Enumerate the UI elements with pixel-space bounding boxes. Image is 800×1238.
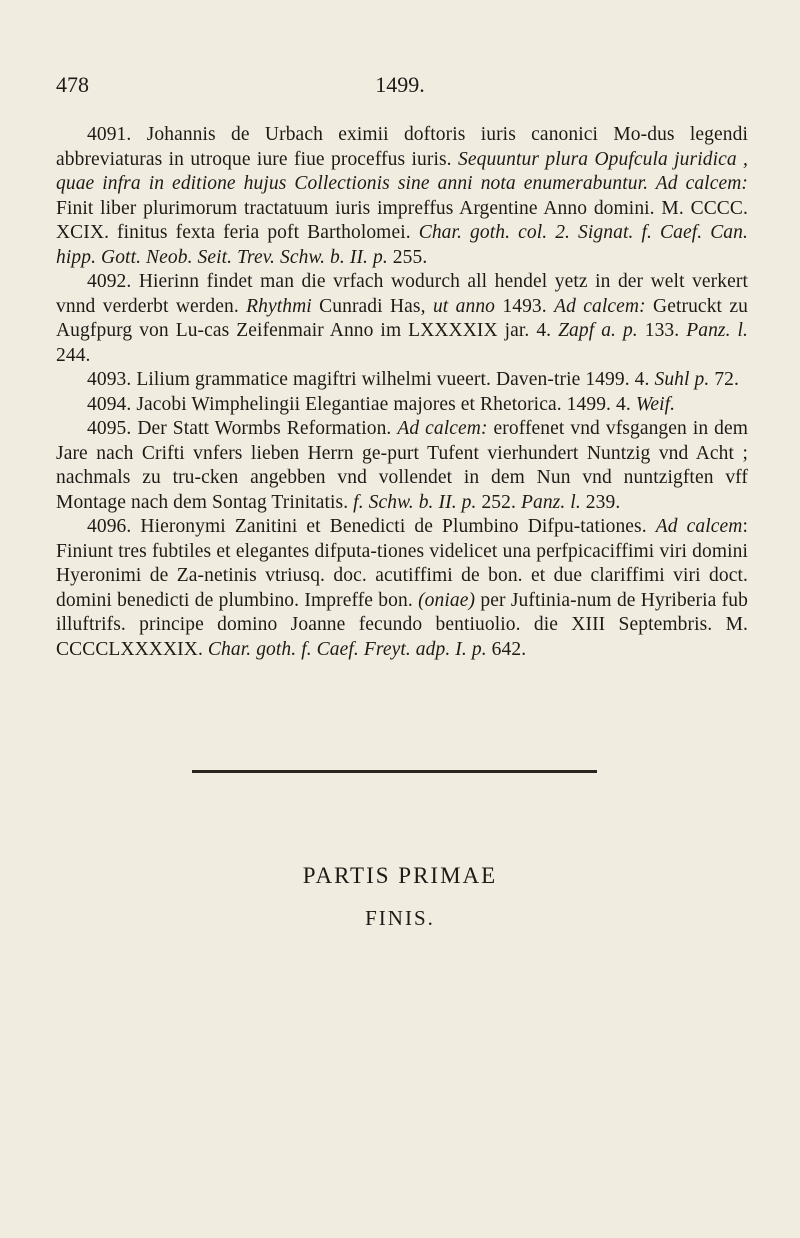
- entry-text: 4093. Lilium grammatice magiftri wilhelmi vueert. Daven-trie 1499. 4.: [87, 369, 655, 390]
- italic-text: Panz. l.: [686, 320, 749, 341]
- running-year: 1499.: [375, 72, 425, 97]
- entry-text: 255.: [387, 246, 428, 268]
- italic-text: Rhythmi: [246, 295, 312, 317]
- entry-4091: [56, 123, 748, 270]
- entry-text: 642.: [486, 638, 527, 660]
- italic-text: Char. goth. f. Caef. Freyt. adp. I. p.: [207, 638, 487, 660]
- entry-4092: [56, 270, 748, 368]
- running-header: [50, 72, 750, 102]
- page-number: 478: [56, 72, 89, 97]
- italic-text: (oniae): [418, 589, 476, 611]
- italic-text: Sequuntur plura Opufcula juridica , quae infra in editione hujus Collectionis sine anni nota enumerabuntur. Ad calcem:: [56, 148, 748, 194]
- entry-text: Cunradi Has,: [311, 295, 433, 317]
- italic-text: Zapf a. p.: [558, 320, 638, 341]
- entry-text: per Juftinia-num de Hyriberia fub illuftrifs. principe domino Joanne fecundo bentiuolio. die XIII Septembris. M. CCCCLXXXXIX.: [56, 589, 748, 660]
- entry-text: 4091. Johannis de Urbach eximii doftoris iuris canonici Mo-dus legendi abbreviaturas in utroque iure fiue proceffus iuris.: [56, 124, 748, 170]
- catalogue-entries: [56, 123, 748, 662]
- italic-text: Suhl p.: [654, 369, 710, 390]
- entry-4093: [56, 368, 748, 393]
- italic-text: Weif.: [635, 393, 676, 415]
- entry-4094: [56, 393, 748, 418]
- entry-text: eroffenet vnd vfsgangen in dem Jare nach Crifti vnfers lieben Herrn ge-purt Tufent vierhundert Nuntzig vnd Acht ; nachmals zu tru-cken angebben vnd vollendet in dem Nun vnd nuntzigften vff Montage nach dem Sontag Trinitatis.: [56, 418, 749, 513]
- entry-text: 1493.: [495, 295, 555, 317]
- italic-text: ut anno: [432, 295, 496, 317]
- entry-text: 4095. Der Statt Wormbs Reformation.: [87, 418, 398, 439]
- italic-text: Char. goth. col. 2. Signat. f. Caef. Can. hipp. Gott. Neob. Seit. Trev. Schw. b. II. p.: [56, 222, 748, 268]
- entry-4096: [56, 515, 748, 662]
- italic-text: Ad calcem:: [397, 418, 488, 439]
- entry-text: 239.: [580, 491, 621, 513]
- entry-text: Finit liber plurimorum tractatuum iuris impreffus Argentine Anno domini. M. CCCC. XCIX. finitus fexta feria poft Bartholomei.: [56, 197, 748, 243]
- entry-text: 252.: [476, 491, 521, 513]
- closing-rule: [192, 770, 597, 773]
- entry-4095: [56, 417, 748, 515]
- italic-text: Ad calcem: [655, 516, 743, 537]
- entry-text: 4094. Jacobi Wimphelingii Elegantiae majores et Rhetorica. 1499. 4.: [87, 393, 636, 415]
- entry-text: 244.: [56, 344, 91, 366]
- italic-text: Ad calcem:: [554, 295, 646, 317]
- entry-text: 72.: [709, 369, 740, 390]
- finis-heading: FINIS.: [365, 906, 435, 930]
- entry-text: 133.: [637, 320, 687, 341]
- italic-text: f. Schw. b. II. p.: [353, 491, 477, 513]
- partis-primae-heading: PARTIS PRIMAE: [302, 863, 498, 888]
- italic-text: Panz. l.: [520, 491, 581, 513]
- entry-text: : Finiunt tres fubtiles et elegantes difputa-tiones videlicet una perfpicaciffimi viri domini Hyeronimi de Za-netinis vtriusq. doc. acutiffimi de bon. et due clariffimi viri doct. domini benedicti de plumbino. Impreffe bon.: [56, 516, 748, 611]
- entry-text: Getruckt zu Augfpurg von Lu-cas Zeifenmair Anno im LXXXXIX jar. 4.: [56, 295, 748, 341]
- entry-text: 4092. Hierinn findet man die vrfach wodurch all hendel yetz in der welt verkert vnnd verderbt werden.: [56, 271, 748, 317]
- entry-text: 4096. Hieronymi Zanitini et Benedicti de Plumbino Difpu-tationes.: [87, 516, 656, 537]
